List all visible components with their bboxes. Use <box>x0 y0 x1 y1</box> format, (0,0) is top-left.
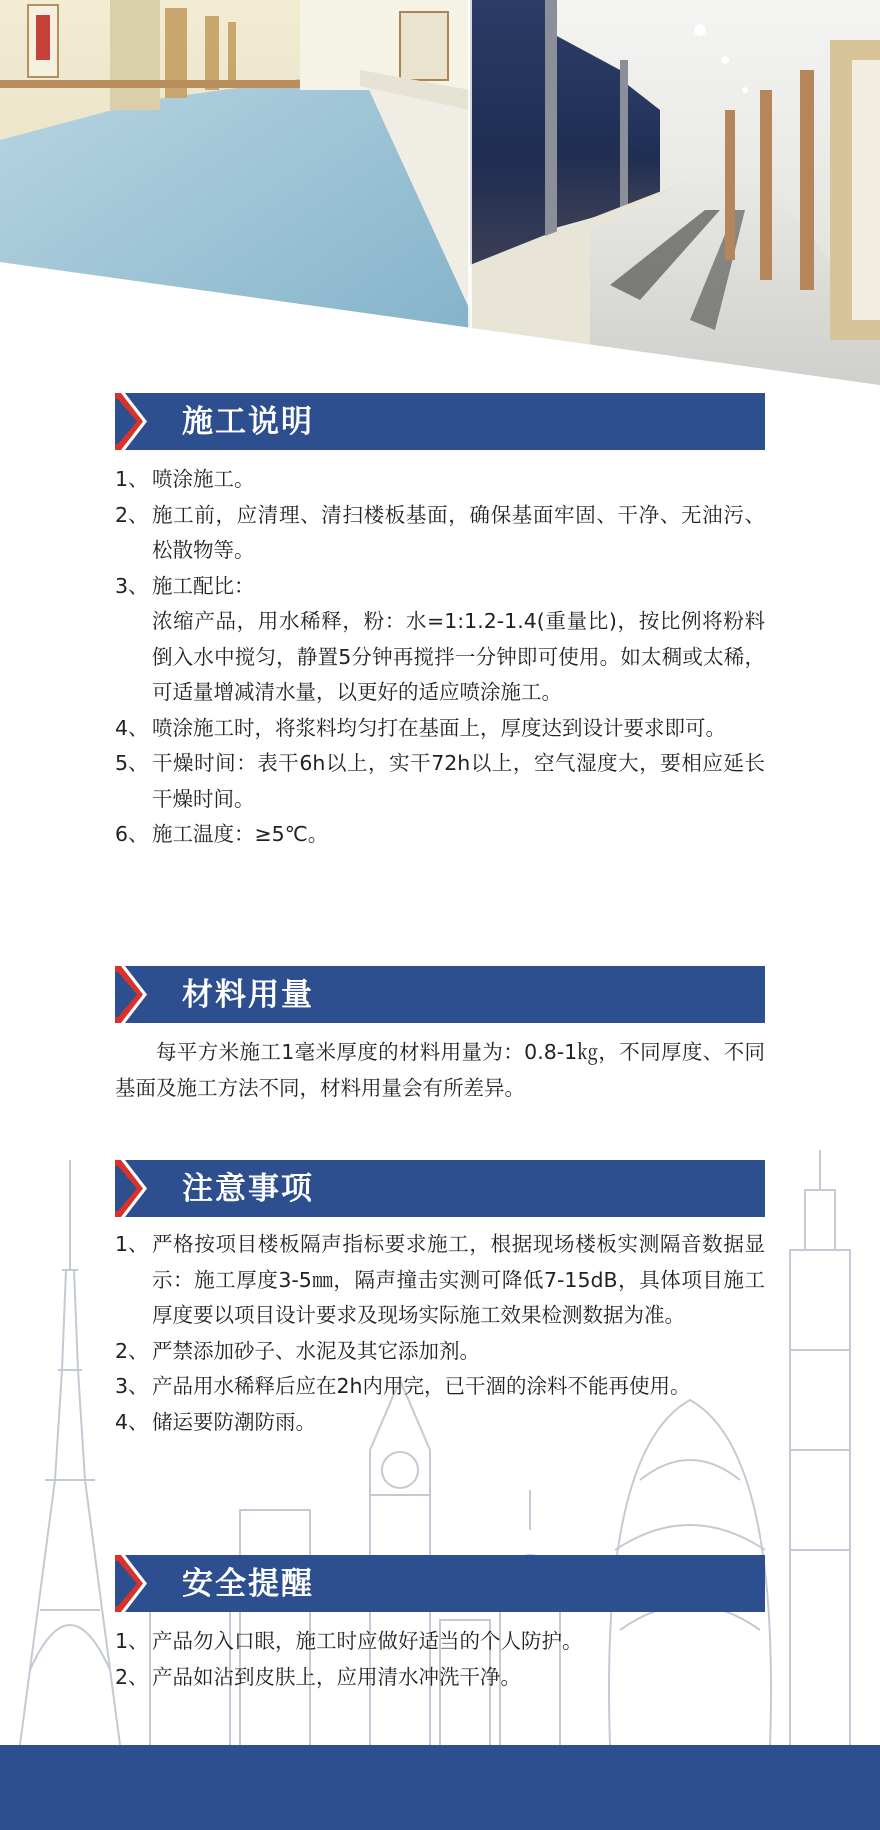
item-text: 严禁添加砂子、水泥及其它添加剂。 <box>152 1338 480 1363</box>
item-number: 2、 <box>115 1664 149 1689</box>
item-text: 浓缩产品，用水稀释，粉：水=1:1.2-1.4(重量比)，按比例将粉料倒入水中搅匀，静置5分钟再搅拌一分钟即可使用。如太稠或太稀，可适量增减清水量，以更好的适应喷涂施工。 <box>152 609 765 704</box>
material-usage <box>115 1035 765 1106</box>
construction-list <box>115 462 765 853</box>
list-item <box>115 569 765 605</box>
chevron-right-icon <box>115 1160 155 1217</box>
section-header-notes <box>115 1160 765 1217</box>
chevron-right-icon <box>115 1555 155 1612</box>
section-title: 材料用量 <box>182 977 314 1013</box>
item-text: 干燥时间：表干6h以上，实干72h以上，空气湿度大，要相应延长干燥时间。 <box>152 751 765 811</box>
list-item <box>115 1624 765 1660</box>
list-item <box>115 1227 765 1334</box>
hero-banner <box>0 0 880 385</box>
list-item <box>115 462 765 498</box>
footer-band <box>0 1745 880 1830</box>
item-number: 1、 <box>115 467 149 491</box>
notes-list <box>115 1227 765 1440</box>
hero-photo <box>0 0 880 385</box>
item-number: 3、 <box>115 573 149 598</box>
item-number: 1、 <box>115 1232 149 1256</box>
safety-list <box>115 1624 765 1695</box>
section-title: 安全提醒 <box>182 1566 314 1602</box>
list-item <box>115 604 765 711</box>
item-text: 喷涂施工。 <box>152 467 255 491</box>
item-text: 施工配比： <box>152 573 255 598</box>
list-item <box>115 1405 765 1441</box>
section-header-construction <box>115 393 765 450</box>
list-item <box>115 1660 765 1696</box>
item-text: 喷涂施工时，将浆料均匀打在基面上，厚度达到设计要求即可。 <box>152 715 726 740</box>
item-number: 6、 <box>115 822 149 846</box>
item-text: 产品如沾到皮肤上，应用清水冲洗干净。 <box>152 1664 521 1689</box>
item-number <box>115 604 152 711</box>
list-item <box>115 746 765 817</box>
item-text: 施工前，应清理、清扫楼板基面，确保基面牢固、干净、无油污、松散物等。 <box>152 502 765 562</box>
section-header-material <box>115 966 765 1023</box>
material-paragraph: 每平方米施工1毫米厚度的材料用量为：0.8-1㎏，不同厚度、不同基面及施工方法不同，材料用量会有所差异。 <box>115 1040 765 1100</box>
section-title: 施工说明 <box>182 404 314 440</box>
list-item <box>115 711 765 747</box>
chevron-right-icon <box>115 393 155 450</box>
list-item <box>115 1334 765 1370</box>
item-text: 产品用水稀释后应在2h内用完，已干涸的涂料不能再使用。 <box>152 1374 691 1398</box>
item-number: 3、 <box>115 1374 149 1398</box>
item-text: 严格按项目楼板隔声指标要求施工，根据现场楼板实测隔音数据显示：施工厚度3-5㎜，隔声撞击实测可降低7-15dB，具体项目施工厚度要以项目设计要求及现场实际施工效果检测数据为准。 <box>152 1232 765 1327</box>
item-number: 2、 <box>115 502 149 527</box>
item-number: 1、 <box>115 1629 149 1653</box>
chevron-right-icon <box>115 966 155 1023</box>
section-header-safety <box>115 1555 765 1612</box>
item-text: 储运要防潮防雨。 <box>152 1409 316 1434</box>
item-number: 4、 <box>115 1409 149 1434</box>
item-text: 产品勿入口眼，施工时应做好适当的个人防护。 <box>152 1629 583 1653</box>
item-number: 2、 <box>115 1338 149 1363</box>
list-item <box>115 1369 765 1405</box>
list-item <box>115 817 765 853</box>
item-number: 5、 <box>115 751 149 775</box>
item-text: 施工温度：≥5℃。 <box>152 822 329 846</box>
section-title: 注意事项 <box>182 1171 314 1207</box>
list-item <box>115 498 765 569</box>
item-number: 4、 <box>115 715 149 740</box>
